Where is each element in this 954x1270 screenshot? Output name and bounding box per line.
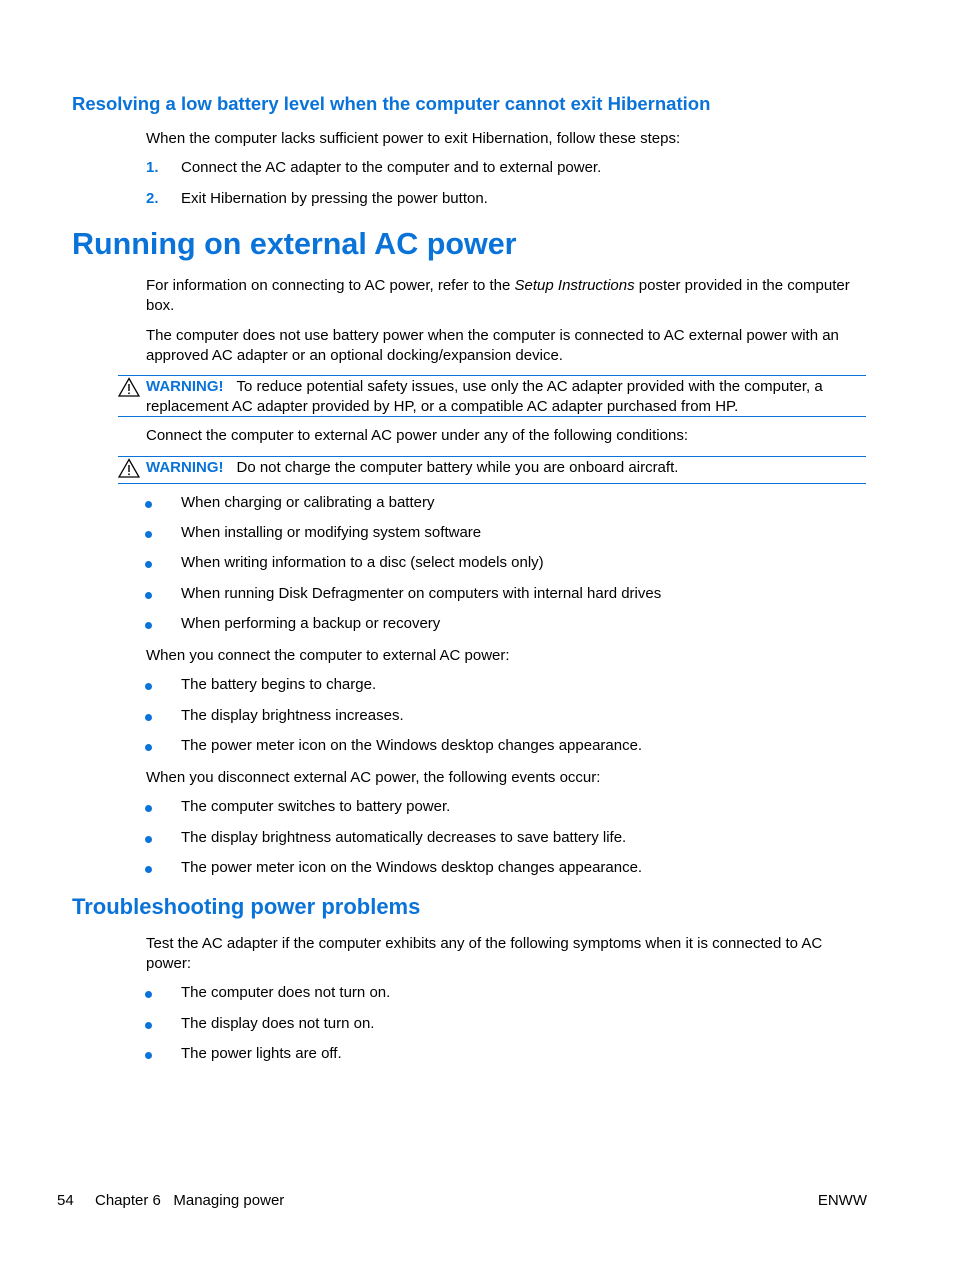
troubleshooting-heading: Troubleshooting power problems bbox=[72, 894, 421, 919]
connect-event-3: The power meter icon on the Windows desktop changes appearance. bbox=[181, 737, 643, 754]
condition-item-3: When writing information to a disc (select models only) bbox=[181, 554, 544, 571]
main-heading: Running on external AC power bbox=[72, 227, 517, 261]
warning-box-2 bbox=[118, 456, 866, 484]
para-battery-power: The computer does not use battery power when the computer is connected to AC external power with an approved AC adapter or an optional docking/expansion device. bbox=[146, 327, 839, 364]
warning-text-1: To reduce potential safety issues, use only the AC adapter provided with the computer, a replacement AC adapter provided by HP, or a compatible AC adapter purchased from HP. bbox=[146, 378, 823, 415]
connect-intro: When you connect the computer to external AC power: bbox=[146, 647, 510, 664]
step-number-1: 1. bbox=[146, 159, 159, 176]
bullet-dot-icon bbox=[145, 592, 152, 599]
bullet-dot-icon bbox=[145, 1052, 152, 1059]
condition-item-1: When charging or calibrating a battery bbox=[181, 494, 435, 511]
bullet-dot-icon bbox=[145, 501, 152, 508]
bullet-dot-icon bbox=[145, 683, 152, 690]
section-intro: When the computer lacks sufficient power to exit Hibernation, follow these steps: bbox=[146, 130, 681, 147]
bullet-dot-icon bbox=[145, 531, 152, 538]
step-text-1: Connect the AC adapter to the computer and to external power. bbox=[181, 159, 602, 176]
bullet-dot-icon bbox=[145, 714, 152, 721]
disconnect-event-1: The computer switches to battery power. bbox=[181, 798, 451, 815]
bullet-dot-icon bbox=[145, 805, 152, 812]
para-setup-instructions bbox=[146, 276, 868, 315]
section-heading-hibernation: Resolving a low battery level when the computer cannot exit Hibernation bbox=[72, 93, 711, 114]
connect-event-2: The display brightness increases. bbox=[181, 707, 404, 724]
step-number-2: 2. bbox=[146, 190, 159, 207]
symptom-item-2: The display does not turn on. bbox=[181, 1015, 375, 1032]
bullet-dot-icon bbox=[145, 561, 152, 568]
symptom-item-3: The power lights are off. bbox=[181, 1045, 342, 1062]
condition-item-5: When performing a backup or recovery bbox=[181, 615, 441, 632]
footer-code: ENWW bbox=[817, 1192, 867, 1209]
bullet-dot-icon bbox=[145, 1022, 152, 1029]
step-text-2: Exit Hibernation by pressing the power button. bbox=[181, 190, 488, 207]
connect-event-1: The battery begins to charge. bbox=[181, 676, 377, 693]
footer-page-number: 54 bbox=[57, 1192, 74, 1209]
para1-after: poster provided in the computer box. bbox=[146, 277, 850, 314]
warning-label-1: WARNING! bbox=[146, 378, 224, 395]
footer-chapter: Chapter 6 Managing power bbox=[95, 1192, 285, 1209]
troubleshooting-intro: Test the AC adapter if the computer exhibits any of the following symptoms when it is connected to AC power: bbox=[146, 935, 823, 972]
setup-instructions-title: Setup Instructions bbox=[514, 277, 635, 294]
condition-item-2: When installing or modifying system software bbox=[181, 524, 482, 541]
warning-box-1 bbox=[118, 375, 866, 417]
disconnect-event-2: The display brightness automatically decreases to save battery life. bbox=[181, 829, 627, 846]
para1-before: For information on connecting to AC power, refer to the bbox=[146, 277, 515, 294]
warning-text-2: Do not charge the computer battery while you are onboard aircraft. bbox=[236, 459, 679, 476]
symptom-item-1: The computer does not turn on. bbox=[181, 984, 391, 1001]
bullet-dot-icon bbox=[145, 836, 152, 843]
warning-triangle-icon bbox=[118, 377, 140, 397]
disconnect-intro: When you disconnect external AC power, the following events occur: bbox=[146, 769, 601, 786]
bullet-dot-icon bbox=[145, 622, 152, 629]
warning-label-2: WARNING! bbox=[146, 459, 224, 476]
warning-triangle-icon bbox=[118, 458, 140, 478]
disconnect-event-3: The power meter icon on the Windows desktop changes appearance. bbox=[181, 859, 643, 876]
bullet-dot-icon bbox=[145, 991, 152, 998]
bullet-dot-icon bbox=[145, 744, 152, 751]
condition-item-4: When running Disk Defragmenter on computers with internal hard drives bbox=[181, 585, 662, 602]
conditions-intro: Connect the computer to external AC power under any of the following conditions: bbox=[146, 427, 688, 444]
bullet-dot-icon bbox=[145, 866, 152, 873]
